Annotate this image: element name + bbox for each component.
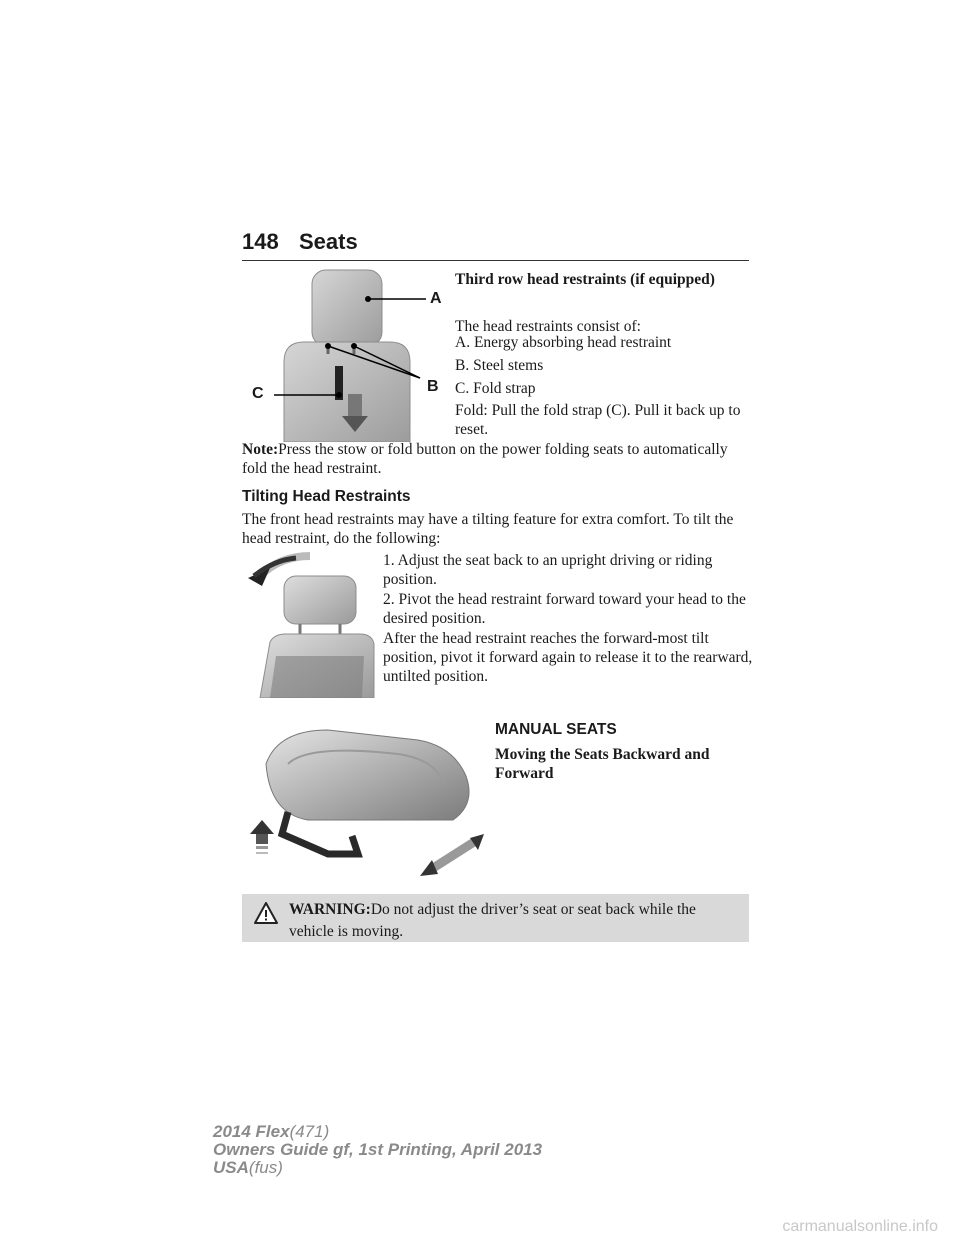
tilting-heading: Tilting Head Restraints	[242, 488, 411, 505]
manual-seats-heading: MANUAL SEATS	[495, 721, 617, 738]
note-label: Note:	[242, 441, 279, 458]
footer-line-1	[213, 1123, 329, 1141]
tilting-after: After the head restraint reaches the forward-most tilt position, pivot it forward again to release it to the rearward, untilted position.	[383, 630, 753, 685]
header-rule	[242, 260, 749, 261]
warning-text-block	[289, 899, 744, 943]
note-text: Press the stow or fold button on the power folding seats to automatically fold the head restraint.	[242, 441, 728, 477]
page-number: 148	[242, 229, 279, 254]
warning-label: WARNING:	[289, 901, 371, 918]
tilting-step-1: 1. Adjust the seat back to an upright driving or riding position.	[383, 552, 713, 588]
callout-a: A	[430, 290, 442, 307]
third-row-item-c: C. Fold strap	[455, 380, 536, 397]
tilting-step-2: 2. Pivot the head restraint forward toward your head to the desired position.	[383, 591, 746, 627]
third-row-item-a: A. Energy absorbing head restraint	[455, 334, 672, 351]
manual-seat-cushion-figure	[248, 724, 488, 884]
section-title: Seats	[299, 229, 358, 254]
footer-region: USA	[213, 1158, 249, 1177]
warning-text: Do not adjust the driver’s seat or seat back while the vehicle is moving.	[289, 901, 696, 940]
footer-model: 2014 Flex	[213, 1122, 290, 1141]
footer-line-2	[213, 1141, 542, 1159]
tilting-intro: The front head restraints may have a tilting feature for extra comfort. To tilt the head restraint, do the following:	[242, 511, 734, 547]
warning-triangle-icon	[253, 901, 279, 925]
footer-code: (471)	[289, 1122, 330, 1141]
third-row-title: Third row head restraints (if equipped)	[455, 271, 715, 288]
footer-region-code: (fus)	[248, 1158, 283, 1177]
third-row-item-b: B. Steel stems	[455, 357, 544, 374]
tilting-head-restraint-figure	[240, 548, 375, 698]
callout-b: B	[427, 378, 439, 395]
third-row-fold-instruction: Fold: Pull the fold strap (C). Pull it back up to reset.	[455, 402, 741, 438]
moving-seats-subheading: Moving the Seats Backward and Forward	[495, 746, 710, 782]
footer-line-3	[213, 1159, 283, 1177]
third-row-intro: The head restraints consist of:	[455, 318, 641, 335]
callout-c: C	[252, 385, 264, 402]
third-row-head-restraint-figure	[252, 266, 442, 442]
watermark: carmanualsonline.info	[782, 1218, 938, 1235]
footer-printing: Owners Guide gf, 1st Printing, April 2013	[213, 1140, 543, 1159]
note-paragraph	[242, 440, 752, 478]
